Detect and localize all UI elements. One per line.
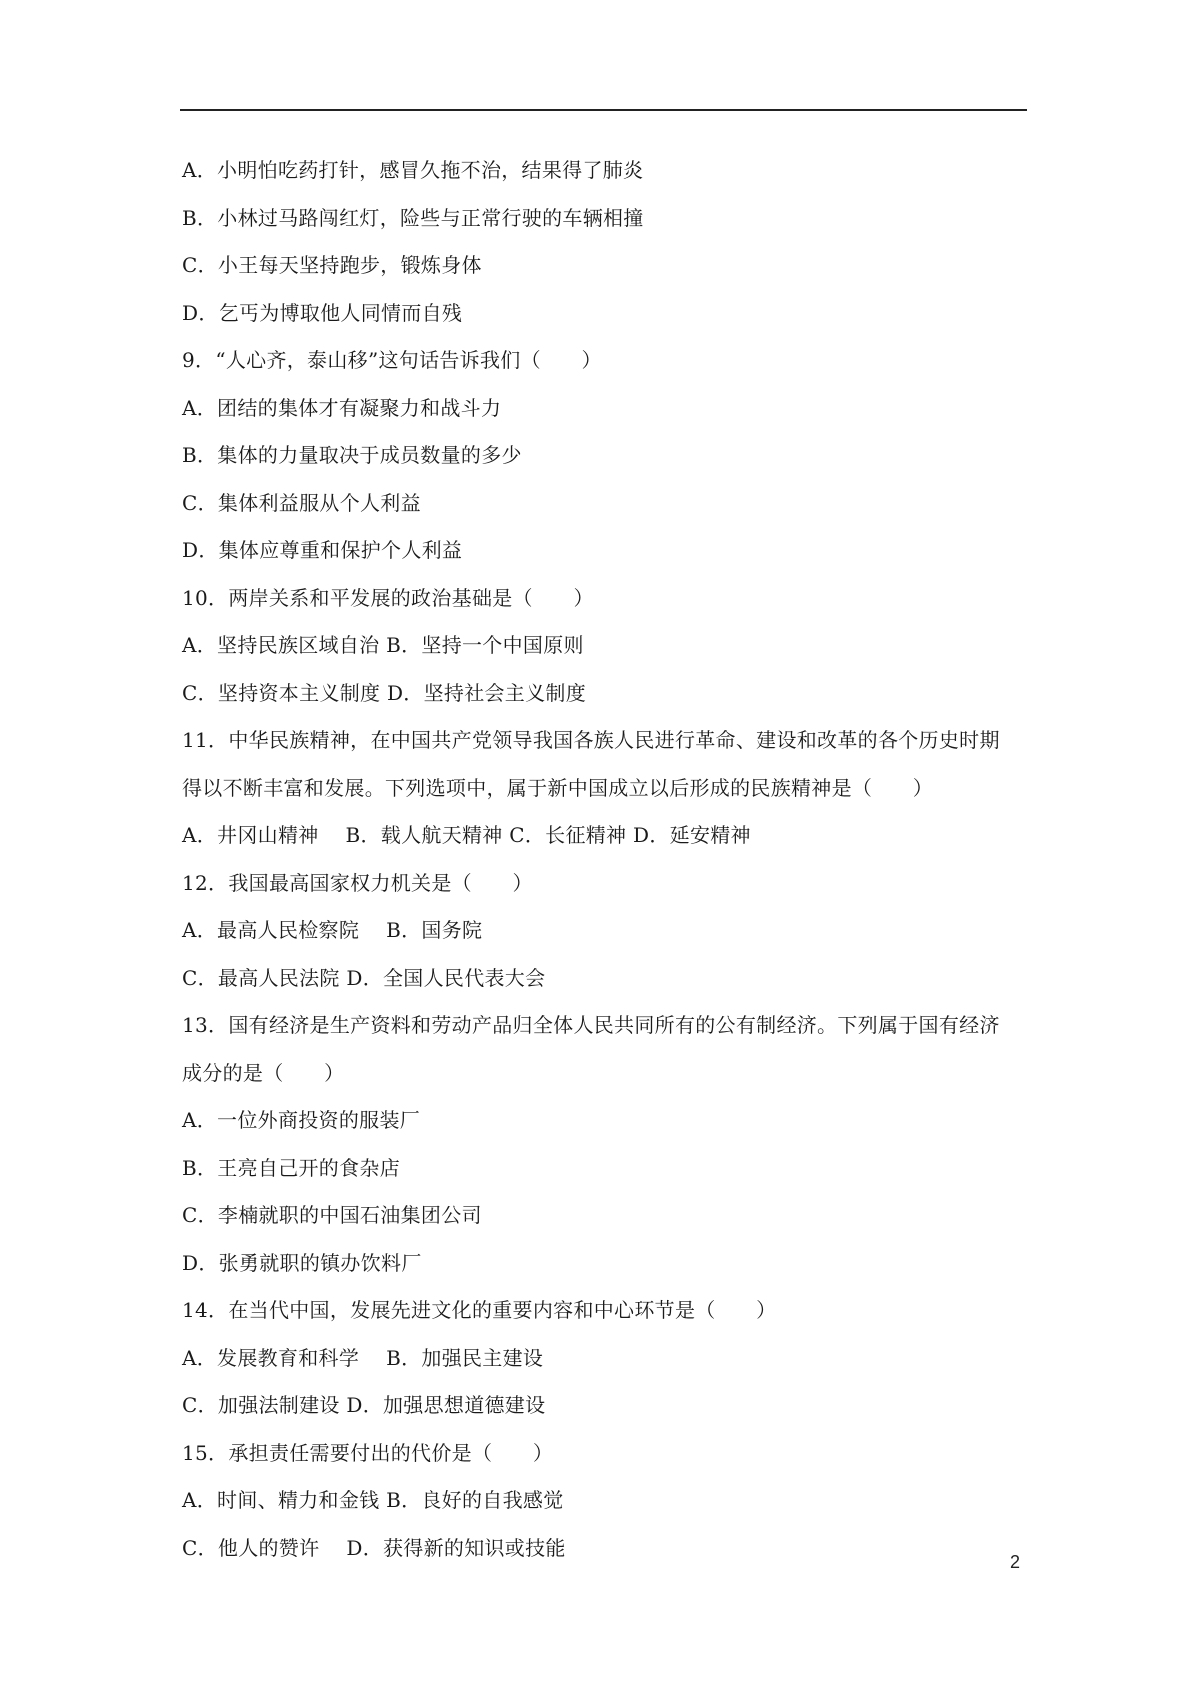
option-line: D．乞丐为博取他人同情而自残 <box>182 300 463 325</box>
option-line: C．加强法制建设 D．加强思想道德建设 <box>182 1393 546 1417</box>
option-line: C．小王每天坚持跑步，锻炼身体 <box>182 253 482 277</box>
option-line: A．发展教育和科学 B．加强民主建设 <box>182 1345 544 1370</box>
option-line: C．坚持资本主义制度 D．坚持社会主义制度 <box>182 680 586 705</box>
option-line: D．张勇就职的镇办饮料厂 <box>182 1250 422 1275</box>
option-line: C．最高人民法院 D．全国人民代表大会 <box>182 965 546 990</box>
question-12: 12．我国最高国家权力机关是（ ） <box>182 870 533 895</box>
option-line: C．集体利益服从个人利益 <box>182 490 421 515</box>
option-line: B．王亮自己开的食杂店 <box>182 1155 400 1180</box>
header-rule <box>180 109 1027 111</box>
option-line: A．团结的集体才有凝聚力和战斗力 <box>182 395 502 420</box>
question-13-cont: 成分的是（ ） <box>182 1060 345 1085</box>
option-line: A．最高人民检察院 B．国务院 <box>182 918 483 942</box>
page-number: 2 <box>1010 1552 1021 1572</box>
question-9: 9．“人心齐，泰山移”这句话告诉我们（ ） <box>182 348 602 372</box>
question-13: 13．国有经济是生产资料和劳动产品归全体人民共同所有的公有制经济。下列属于国有经济 <box>182 1013 1000 1037</box>
question-text <box>182 147 1042 1572</box>
question-11-cont: 得以不断丰富和发展。下列选项中，属于新中国成立以后形成的民族精神是（ ） <box>182 775 934 800</box>
question-10: 10．两岸关系和平发展的政治基础是（ ） <box>182 585 594 610</box>
option-line: A．时间、精力和金钱 B．良好的自我感觉 <box>182 1488 564 1512</box>
option-line: D．集体应尊重和保护个人利益 <box>182 538 463 562</box>
option-line: A．小明怕吃药打针，感冒久拖不治，结果得了肺炎 <box>182 158 644 182</box>
option-line: A．井冈山精神 B．载人航天精神 C．长征精神 D．延安精神 <box>182 823 751 847</box>
question-11: 11．中华民族精神，在中国共产党领导我国各族人民进行革命、建设和改革的各个历史时期 <box>182 728 1000 752</box>
option-line: A．坚持民族区域自治 B．坚持一个中国原则 <box>182 633 584 657</box>
option-line: B．集体的力量取决于成员数量的多少 <box>182 443 522 467</box>
question-15: 15．承担责任需要付出的代价是（ ） <box>182 1440 554 1465</box>
option-line: C．李楠就职的中国石油集团公司 <box>182 1203 482 1227</box>
option-line: C．他人的赞许 D．获得新的知识或技能 <box>182 1535 566 1560</box>
option-line: A．一位外商投资的服装厂 <box>182 1108 421 1132</box>
question-14: 14．在当代中国，发展先进文化的重要内容和中心环节是（ ） <box>182 1298 777 1322</box>
option-line: B．小林过马路闯红灯，险些与正常行驶的车辆相撞 <box>182 205 644 230</box>
